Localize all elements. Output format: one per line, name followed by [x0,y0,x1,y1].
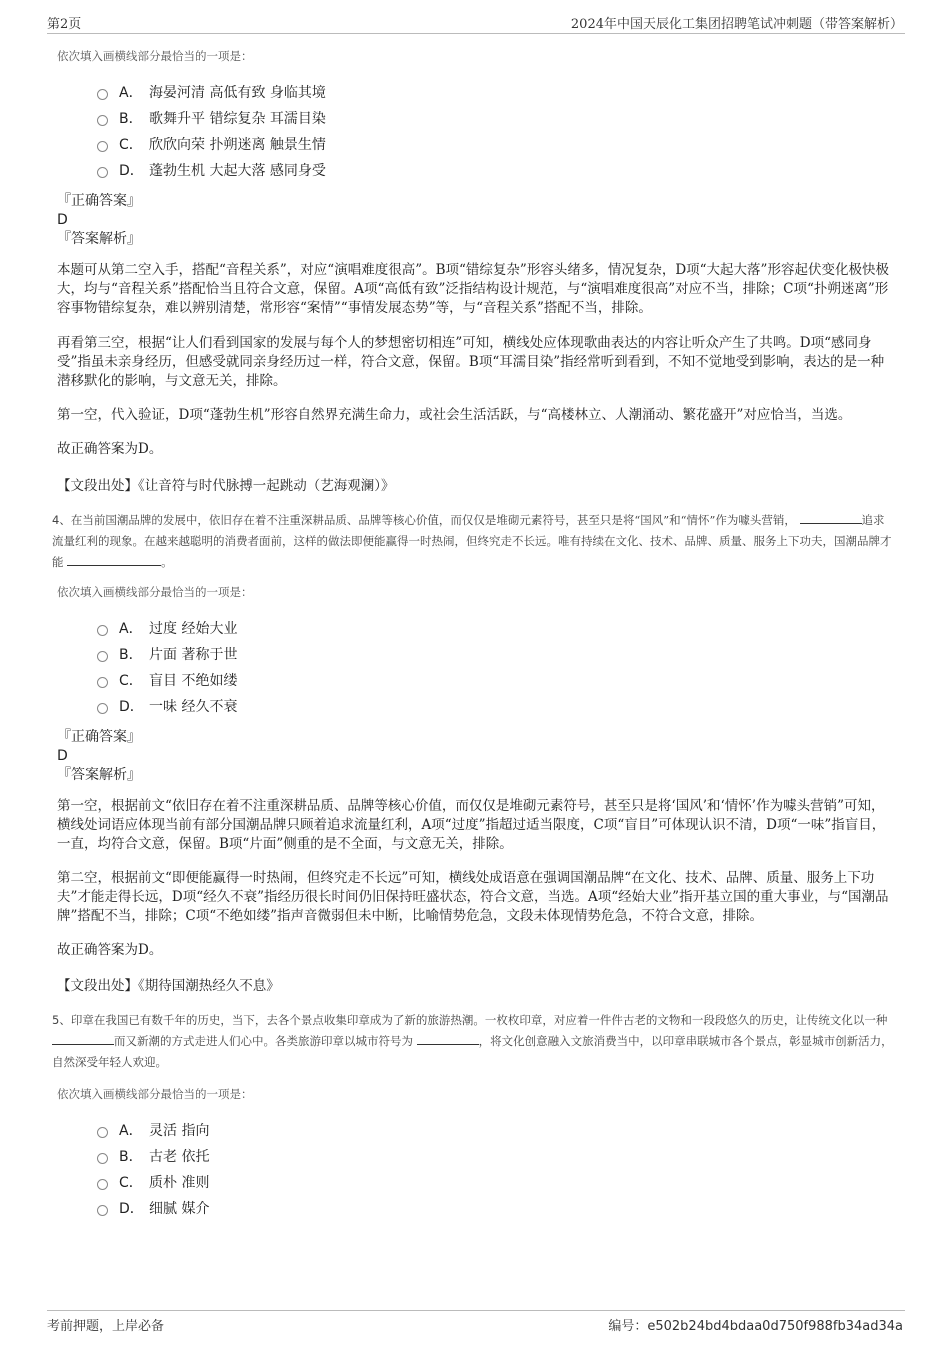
radio-icon[interactable] [97,1127,108,1138]
analysis-paragraph: 本题可从第二空入手，搭配“音程关系”，对应“演唱难度很高”。B项“错综复杂”形容头绪多，情况复杂，D项“大起大落”形容起伏变化极快极大，均与“音程关系”搭配恰当且符合文意，保留。A项“高低有致”泛指结构设计规范，与“演唱难度很高”对应不当，排除；C项“扑朔迷离”形容事物错综复杂，难以辨别清楚，常形容“案情”“事情发展态势”等，与“音程关系”搭配不当，排除。 [57,262,889,316]
document-title: 2024年中国天辰化工集团招聘笔试冲刺题（带答案解析） [570,17,903,32]
option-a[interactable]: A． 灵活 指向 [97,1117,895,1143]
correct-answer: D [57,212,68,228]
analysis-paragraph: 再看第三空，根据“让人们看到国家的发展与每个人的梦想密切相连”可知，横线处应体现歌曲表达的内容让听众产生了共鸣。D项“感同身受”指虽未亲身经历，但感受就同亲身经历过一样，符合文意，保留。B项“耳濡目染”指经常听到看到，不知不觉地受到影响，表达的是一种潜移默化的影响，与文意无关，排除。 [57,335,885,389]
option-c[interactable]: C． 质朴 准则 [97,1169,895,1195]
radio-icon[interactable] [97,703,108,714]
question-stem: 5、印章在我国已有数千年的历史，当下，去各个景点收集印章成为了新的旅游热潮。一枚枚印章，对应着一件件古老的文物和一段段悠久的历史，让传统文化以一种 而又新潮的方式走进人们心中。各类旅游印章以城市符号为 ，将文化创意融入文旅消费当中，以印章串联城市各个景点，彰显城市创新活力，自然深受年轻人欢迎。 [52,1013,893,1069]
correct-answer: D [57,748,68,764]
analysis-paragraph: 第二空，根据前文“即便能赢得一时热闹，但终究走不长远”可知，横线处成语意在强调国潮品牌“在文化、技术、品牌、质量、服务上下功夫”才能走得长远，D项“经久不衰”指经历很长时间仍旧保持旺盛状态，符合文意，当选。A项“经始大业”指开基立国的重大事业，与“国潮品牌”搭配不当，排除；C项“不绝如缕”指声音微弱但未中断，比喻情势危急，文段未体现情势危急，不符合文意，排除。 [57,870,889,924]
options-list [97,1117,895,1221]
radio-icon[interactable] [97,1179,108,1190]
radio-icon[interactable] [97,677,108,688]
question-3 [57,47,895,496]
option-c[interactable]: C． 盲目 不绝如缕 [97,667,895,693]
option-b[interactable]: B． 古老 依托 [97,1143,895,1169]
option-d[interactable]: D． 一味 经久不衰 [97,693,895,719]
question-5 [52,1010,895,1221]
document-body [52,47,895,1221]
radio-icon[interactable] [97,89,108,100]
question-prompt: 依次填入画横线部分最恰当的一项是： [57,49,253,63]
option-a[interactable]: A． 过度 经始大业 [97,615,895,641]
radio-icon[interactable] [97,625,108,636]
analysis-label: 『答案解析』 [57,767,141,783]
question-4 [52,510,895,996]
analysis-paragraph: 第一空，根据前文“依旧存在着不注重深耕品质、品牌等核心价值，而仅仅是堆砌元素符号，甚至只是将‘国风’和‘情怀’作为噱头营销”可知，横线处词语应体现当前有部分国潮品牌只顾着追求流量红利，A项“过度”指超过适当限度，C项“盲目”可体现认识不清，D项“一味”指盲目，一直，均符合文意，保留。B项“片面”侧重的是不全面，与文意无关，排除。 [57,798,886,852]
options-list [97,615,895,719]
page-header [47,12,905,34]
page-number: 第2页 [47,17,82,32]
document-code: 编号：e502b24bd4bdaa0d750f988fb34ad34a [608,1319,903,1334]
options-list [97,79,895,183]
analysis-label: 『答案解析』 [57,231,141,247]
radio-icon[interactable] [97,115,108,126]
source-citation: 【文段出处】《期待国潮热经久不息》 [57,978,280,994]
question-prompt: 依次填入画横线部分最恰当的一项是： [57,1087,253,1101]
answer-label: 『正确答案』 [57,729,141,745]
option-a[interactable]: A． 海晏河清 高低有致 身临其境 [97,79,895,105]
radio-icon[interactable] [97,651,108,662]
question-prompt: 依次填入画横线部分最恰当的一项是： [57,585,253,599]
option-b[interactable]: B． 片面 著称于世 [97,641,895,667]
radio-icon[interactable] [97,167,108,178]
option-d[interactable]: D． 蓬勃生机 大起大落 感同身受 [97,157,895,183]
option-d[interactable]: D． 细腻 媒介 [97,1195,895,1221]
page-footer [47,1310,905,1334]
option-b[interactable]: B． 歌舞升平 错综复杂 耳濡目染 [97,105,895,131]
analysis-paragraph: 第一空，代入验证，D项“蓬勃生机”形容自然界充满生命力，或社会生活活跃，与“高楼林立、人潮涌动、繁花盛开”对应恰当，当选。 [57,407,852,423]
analysis-paragraph: 故正确答案为D。 [57,942,163,958]
radio-icon[interactable] [97,141,108,152]
source-citation: 【文段出处】《让音符与时代脉搏一起跳动（艺海观澜）》 [57,478,395,494]
footer-slogan: 考前押题，上岸必备 [47,1319,165,1334]
analysis-paragraph: 故正确答案为D。 [57,441,163,457]
radio-icon[interactable] [97,1153,108,1164]
radio-icon[interactable] [97,1205,108,1216]
option-c[interactable]: C． 欣欣向荣 扑朔迷离 触景生情 [97,131,895,157]
answer-label: 『正确答案』 [57,193,141,209]
question-stem: 4、在当前国潮品牌的发展中，依旧存在着不注重深耕品质、品牌等核心价值，而仅仅是堆砌元素符号，甚至只是将“国风”和“情怀”作为噱头营销， 追求流量红利的现象。在越来越聪明的消费者面前，这样的做法即便能赢得一时热闹，但终究走不长远。唯有持续在文化、技术、品牌、质量、服务上下功夫，国潮品牌才能 。 [52,510,895,573]
